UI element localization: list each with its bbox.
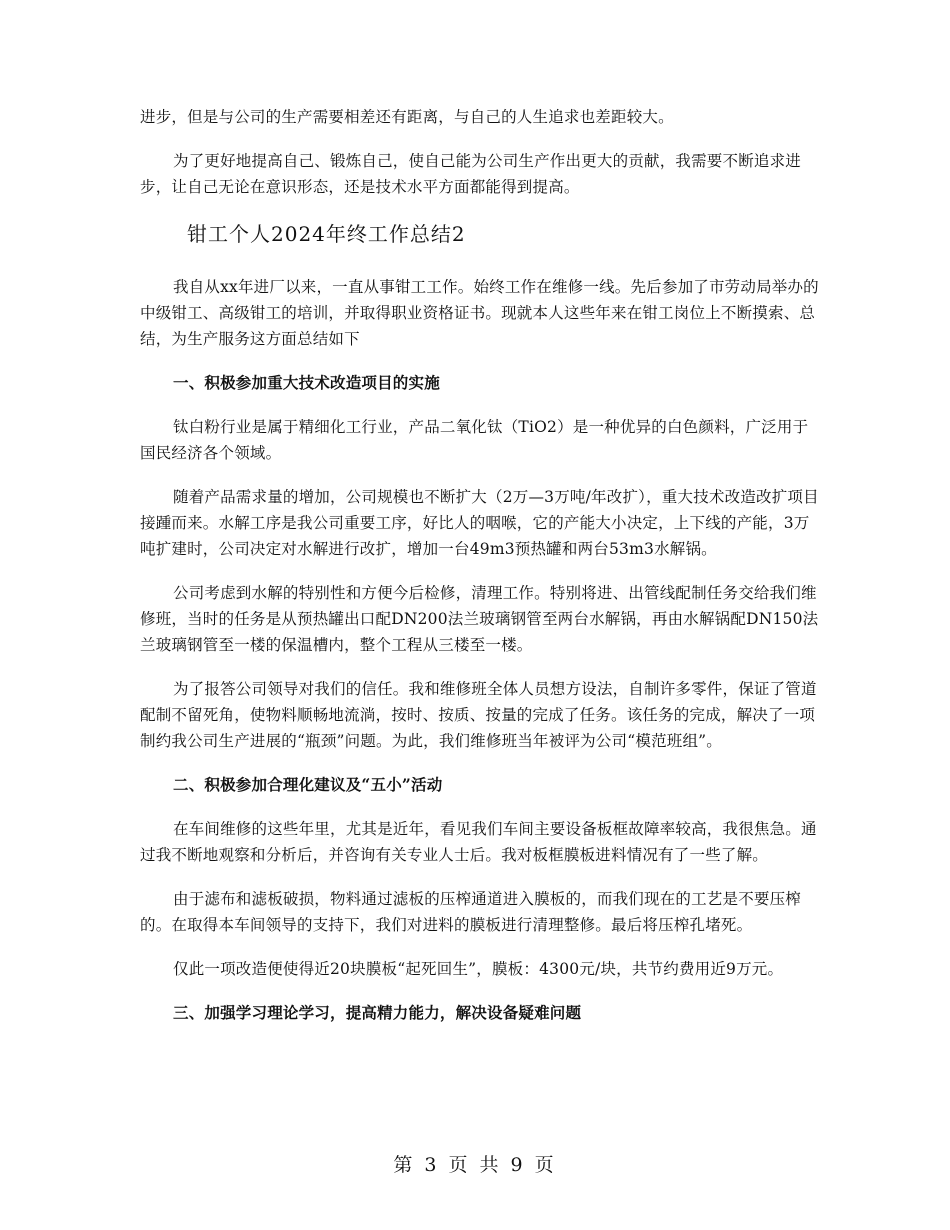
paragraph-completion: 为了报答公司领导对我们的信任。我和维修班全体人员想方设法，自制许多零件，保证了管道配制不留死角，使物料顺畅地流淌，按时、按质、按量的完成了任务。该任务的完成，解决了一项制约我公司生产进展的“瓶颈”问题。为此，我们维修班当年被评为公司“模范班组”。 — [140, 680, 817, 750]
paragraph-improvement: 为了更好地提高自己、锻炼自己，使自己能为公司生产作出更大的贡献，我需要不断追求进步，让自己无论在意识形态，还是技术水平方面都能得到提高。 — [140, 152, 802, 196]
section-title: 钳工个人2024年终工作总结2 — [187, 222, 466, 246]
page-number-footer: 第 3 页 共 9 页 — [393, 1154, 557, 1176]
paragraph-continuation: 进步，但是与公司的生产需要相差还有距离，与自己的人生追求也差距较大。 — [140, 108, 674, 126]
paragraph-savings: 仅此一项改造便使得近20块膜板“起死回生”，膜板：4300元/块，共节约费用近9万元。 — [173, 960, 784, 978]
paragraph-maintenance: 在车间维修的这些年里，尤其是近年，看见我们车间主要设备板框故障率较高，我很焦急。通过我不断地观察和分析后，并咨询有关专业人士后。我对板框膜板进料情况有了一些了解。 — [140, 820, 817, 864]
paragraph-pipeline: 公司考虑到水解的特别性和方便今后检修，清理工作。特别将进、出管线配制任务交给我们维修班，当时的任务是从预热罐出口配DN200法兰玻璃钢管至两台水解锅，再由水解锅配DN150法兰玻璃钢管至一楼的保温槽内，整个工程从三楼至一楼。 — [140, 584, 819, 654]
paragraph-intro: 我自从xx年进厂以来，一直从事钳工工作。始终工作在维修一线。先后参加了市劳动局举办的中级钳工、高级钳工的培训，并取得职业资格证书。现就本人这些年来在钳工岗位上不断摸索、总结，为生产服务这方面总结如下 — [140, 278, 819, 348]
paragraph-filter: 由于滤布和滤板破损，物料通过滤板的压榨通道进入膜板的，而我们现在的工艺是不要压榨的。在取得本车间领导的支持下，我们对进料的膜板进行清理整修。最后将压榨孔堵死。 — [140, 890, 802, 934]
paragraph-expansion: 随着产品需求量的增加，公司规模也不断扩大（2万—3万吨/年改扩），重大技术改造改扩项目接踵而来。水解工序是我公司重要工序，好比人的咽喉，它的产能大小决定，上下线的产能，3万吨扩建时，公司决定对水解进行改扩，增加一台49m3预热罐和两台53m3水解锅。 — [140, 488, 819, 558]
paragraph-titanium: 钛白粉行业是属于精细化工行业，产品二氧化钛（TiO2）是一种优异的白色颜料，广泛用于国民经济各个领域。 — [140, 418, 809, 462]
heading-section-2: 二、积极参加合理化建议及“五小”活动 — [173, 775, 443, 794]
heading-section-3: 三、加强学习理论学习，提高精力能力，解决设备疑难问题 — [173, 1003, 582, 1022]
document-body — [140, 104, 820, 1044]
heading-section-1: 一、积极参加重大技术改造项目的实施 — [173, 373, 440, 392]
